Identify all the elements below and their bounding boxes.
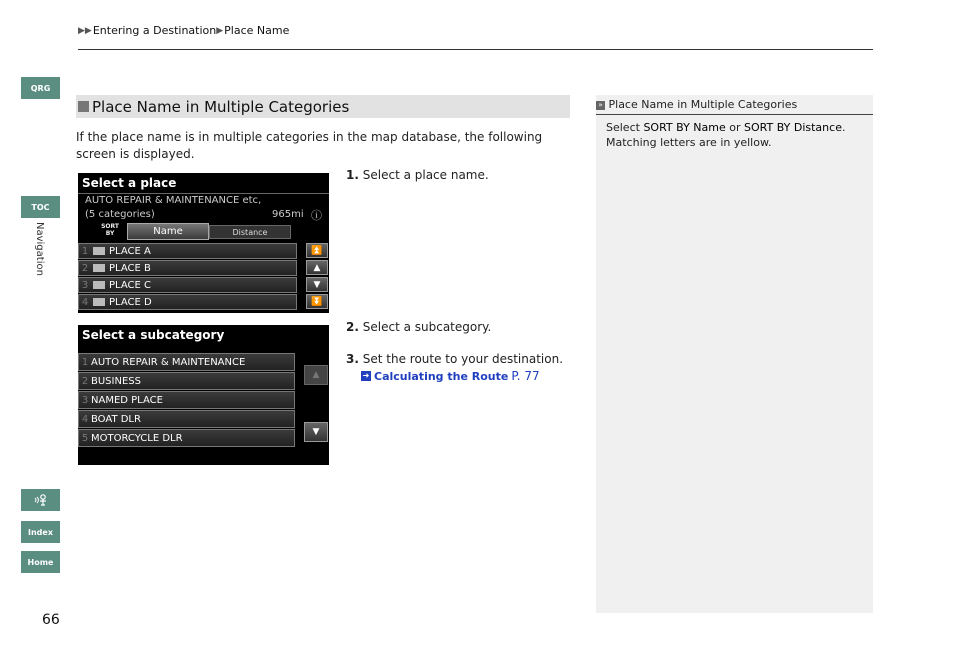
page-down-icon[interactable]: ⏬	[306, 294, 328, 309]
list-item-label: BUSINESS	[91, 375, 141, 387]
list-item-label: PLACE D	[109, 296, 152, 308]
list-item-label: PLACE B	[109, 262, 151, 274]
screen2-title: Select a subcategory	[82, 328, 225, 342]
list-item[interactable]	[78, 260, 297, 276]
sidebar-text-pre: Select	[606, 121, 644, 134]
screen1-divider	[78, 193, 329, 194]
voice-icon	[33, 493, 49, 507]
breadcrumb	[78, 24, 289, 37]
section-title: Place Name in Multiple Categories	[92, 97, 350, 116]
list-item[interactable]	[78, 372, 295, 390]
scroll-up-icon[interactable]: ▲	[304, 365, 328, 385]
screen-select-subcategory	[78, 325, 329, 465]
section-header	[76, 95, 570, 118]
list-item-label: NAMED PLACE	[91, 394, 163, 406]
breadcrumb-separator-icon: ▶	[216, 25, 224, 36]
subcategory-list	[78, 353, 297, 453]
scroll-down-icon[interactable]: ▼	[306, 277, 328, 292]
screen1-distance: 965mi	[272, 209, 304, 220]
sidebar-heading-text: Place Name in Multiple Categories	[608, 98, 798, 111]
sidebar-note	[596, 95, 873, 613]
list-item[interactable]	[78, 294, 297, 310]
place-icon	[93, 264, 105, 272]
note-arrow-icon: »	[596, 101, 605, 110]
list-item-label: BOAT DLR	[91, 413, 141, 425]
page-number: 66	[42, 612, 60, 628]
step-number: 1.	[346, 168, 359, 182]
section-square-icon	[78, 101, 89, 112]
list-item[interactable]	[78, 410, 295, 428]
intro-text: If the place name is in multiple categories in the map database, the following screen is displayed.	[76, 130, 543, 161]
list-item-number: 3	[81, 279, 89, 291]
scroll-down-icon[interactable]: ▼	[304, 422, 328, 442]
place-icon	[93, 247, 105, 255]
list-item-number: 3	[81, 394, 89, 406]
list-item-number: 4	[81, 296, 89, 308]
step-text: Select a place name.	[362, 168, 489, 182]
toc-button[interactable]: TOC	[21, 196, 60, 218]
sidebar-text-line2: Matching letters are in yellow.	[606, 136, 772, 149]
breadcrumb-item-place-name: Place Name	[224, 24, 290, 37]
sort-tab-distance[interactable]: Distance	[209, 225, 291, 239]
sidebar-text	[606, 120, 866, 150]
breadcrumb-arrow-icon: ▶▶	[78, 25, 92, 36]
place-list	[78, 243, 297, 313]
voice-command-button[interactable]	[21, 489, 60, 511]
index-button[interactable]: Index	[21, 521, 60, 543]
screen-select-place	[78, 173, 329, 313]
info-icon[interactable]: ⓘ	[311, 209, 322, 222]
place-icon	[93, 298, 105, 306]
qrg-button[interactable]: QRG	[21, 77, 60, 99]
screen1-category-line: AUTO REPAIR & MAINTENANCE etc,	[85, 195, 262, 206]
home-button[interactable]: Home	[21, 551, 60, 573]
step-2	[346, 320, 491, 334]
list-item[interactable]	[78, 429, 295, 447]
list-item-number: 2	[81, 375, 89, 387]
breadcrumb-item-entering-destination[interactable]: Entering a Destination	[92, 24, 217, 37]
sidebar-text-post: .	[841, 121, 846, 134]
step-number: 2.	[346, 320, 359, 334]
header-divider	[78, 49, 873, 50]
cross-reference-link[interactable]	[361, 369, 540, 383]
sidebar-heading	[596, 98, 873, 115]
list-item-number: 1	[81, 245, 89, 257]
sort-by-name-label: SORT BY Name	[643, 121, 726, 134]
sort-by-label: SORT BY	[101, 223, 119, 237]
step-1	[346, 168, 489, 182]
list-item[interactable]	[78, 353, 295, 371]
list-item-number: 4	[81, 413, 89, 425]
sort-tab-name[interactable]: Name	[127, 223, 209, 240]
section-label: Navigation	[34, 222, 45, 276]
step-3	[346, 352, 563, 366]
sidebar-text-mid: or	[725, 121, 744, 134]
list-item-label: MOTORCYCLE DLR	[91, 432, 183, 444]
place-icon	[93, 281, 105, 289]
list-item-label: PLACE C	[109, 279, 151, 291]
step-number: 3.	[346, 352, 359, 366]
list-item-number: 1	[81, 356, 89, 368]
list-item-number: 2	[81, 262, 89, 274]
link-page[interactable]: P. 77	[511, 369, 540, 383]
list-item[interactable]	[78, 277, 297, 293]
screen1-title: Select a place	[82, 176, 177, 190]
list-item-label: PLACE A	[109, 245, 151, 257]
step-text: Set the route to your destination.	[362, 352, 564, 366]
scroll-up-icon[interactable]: ▲	[306, 260, 328, 275]
list-item[interactable]	[78, 391, 295, 409]
step-text: Select a subcategory.	[362, 320, 492, 334]
link-text[interactable]: Calculating the Route	[374, 369, 509, 383]
list-item-number: 5	[81, 432, 89, 444]
screen1-category-count: (5 categories)	[85, 209, 155, 220]
list-item-label: AUTO REPAIR & MAINTENANCE	[91, 356, 246, 368]
sort-by-distance-label: SORT BY Distance	[744, 121, 842, 134]
list-item[interactable]	[78, 243, 297, 259]
link-arrow-icon: ➜	[362, 371, 370, 380]
page-up-icon[interactable]: ⏫	[306, 243, 328, 258]
